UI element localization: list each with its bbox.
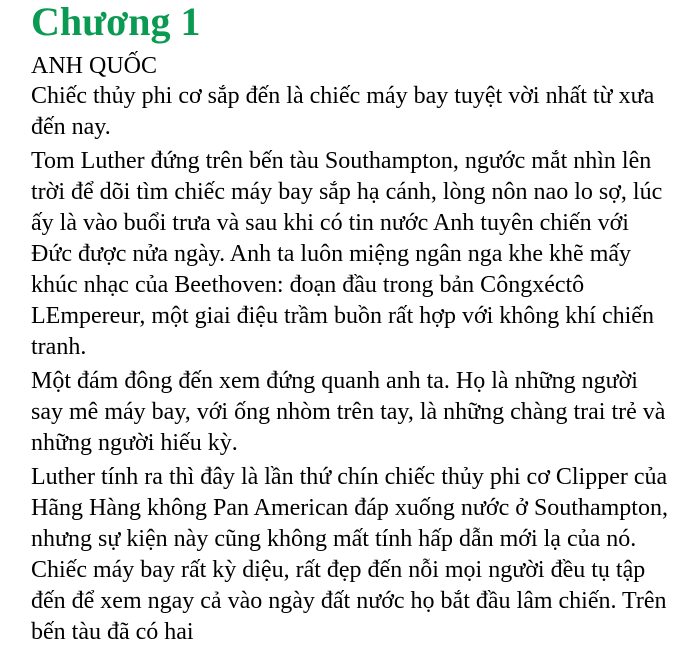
paragraph-4: Luther tính ra thì đây là lần thứ chín chiếc thủy phi cơ Clipper của Hãng Hàng không Pan American đáp xuống nước ở Southampton, nhưng sự kiện này cũng không mất tính hấp dẫn mới lạ của nó. Chiếc máy bay rất kỳ diệu, rất đẹp đến nỗi mọi người đều tụ tập đến để xem ngay cả vào ngày đất nước họ bắt đầu lâm chiến. Trên bến tàu đã có hai — [31, 464, 668, 645]
paragraph-3: Một đám đông đến xem đứng quanh anh ta. Họ là những người say mê máy bay, với ống nhòm trên tay, là những chàng trai trẻ và những người hiếu kỳ. — [31, 368, 666, 456]
document-page — [31, 0, 671, 651]
chapter-subtitle: ANH QUỐC — [31, 53, 157, 79]
paragraph-1: Chiếc thủy phi cơ sắp đến là chiếc máy bay tuyệt vời nhất từ xưa đến nay. — [31, 83, 655, 140]
paragraph-2: Tom Luther đứng trên bến tàu Southampton, ngước mắt nhìn lên trời để dõi tìm chiếc máy bay sắp hạ cánh, lòng nôn nao lo sợ, lúc ấy là vào buổi trưa và sau khi có tin nước Anh tuyên chiến với Đức được nửa ngày. Anh ta luôn miệng ngân nga khe khẽ mấy khúc nhạc của Beethoven: đoạn đầu trong bản Côngxéctô LEmpereur, một giai điệu trầm buồn rất hợp với không khí chiến tranh. — [31, 148, 663, 360]
chapter-title: Chương 1 — [31, 0, 201, 44]
